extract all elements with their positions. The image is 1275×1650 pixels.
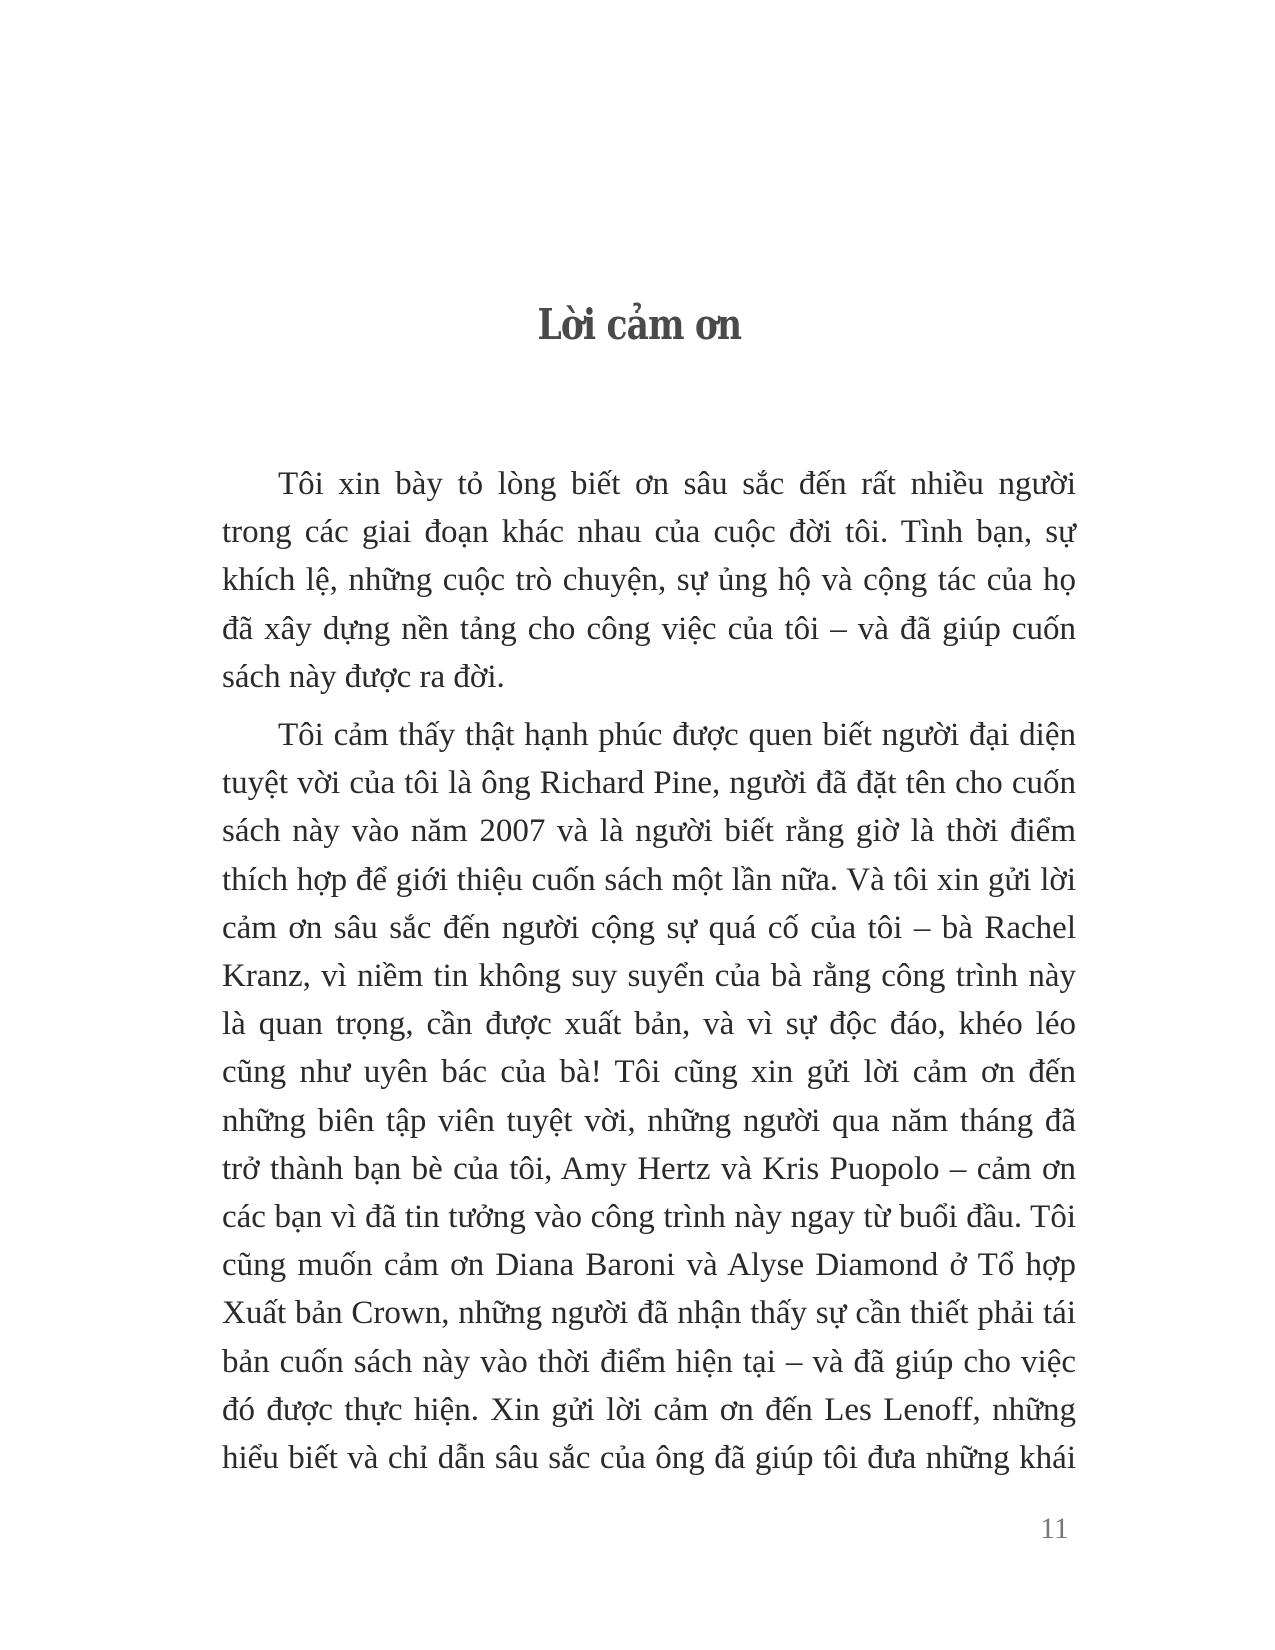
text-line: khích lệ, những cuộc trò chuyện, sự ủng hộ và cộng tác của họ <box>222 562 1076 599</box>
paragraph-1 <box>222 460 1076 701</box>
text-line: thích hợp để giới thiệu cuốn sách một lần nữa. Và tôi xin gửi lời <box>222 861 1076 898</box>
text-line: đó được thực hiện. Xin gửi lời cảm ơn đến Les Lenoff, những <box>222 1391 1076 1428</box>
text-line: các bạn vì đã tin tưởng vào công trình này ngay từ buổi đầu. Tôi <box>222 1199 1076 1236</box>
body-text <box>222 460 1076 1482</box>
text-line: đã xây dựng nền tảng cho công việc của tôi – và đã giúp cuốn <box>222 610 1076 647</box>
text-line: tuyệt vời của tôi là ông Richard Pine, người đã đặt tên cho cuốn <box>222 765 1076 802</box>
text-line: cảm ơn sâu sắc đến người cộng sự quá cố của tôi – bà Rachel <box>222 909 1076 946</box>
text-line: những biên tập viên tuyệt vời, những người qua năm tháng đã <box>222 1102 1076 1139</box>
text-line: hiểu biết và chỉ dẫn sâu sắc của ông đã giúp tôi đưa những khái <box>222 1440 1076 1477</box>
text-line: Kranz, vì niềm tin không suy suyển của bà rằng công trình này <box>222 958 1076 995</box>
paragraph-2 <box>222 711 1076 1482</box>
text-line: trong các giai đoạn khác nhau của cuộc đời tôi. Tình bạn, sự <box>222 514 1076 551</box>
page-number: 11 <box>1040 1512 1069 1545</box>
text-line: Xuất bản Crown, những người đã nhận thấy sự cần thiết phải tái <box>222 1295 1076 1332</box>
chapter-title: Lời cảm ơn <box>537 300 742 349</box>
text-line: là quan trọng, cần được xuất bản, và vì sự độc đáo, khéo léo <box>222 1006 1076 1043</box>
text-line: cũng như uyên bác của bà! Tôi cũng xin gửi lời cảm ơn đến <box>222 1054 1076 1091</box>
text-line: trở thành bạn bè của tôi, Amy Hertz và Kris Puopolo – cảm ơn <box>222 1150 1076 1187</box>
text-line: Tôi xin bày tỏ lòng biết ơn sâu sắc đến rất nhiều người <box>278 466 1076 502</box>
text-line: cũng muốn cảm ơn Diana Baroni và Alyse Diamond ở Tổ hợp <box>222 1247 1076 1284</box>
text-line: sách này vào năm 2007 và là người biết rằng giờ là thời điểm <box>222 813 1076 850</box>
text-line: bản cuốn sách này vào thời điểm hiện tại – và đã giúp cho việc <box>222 1343 1076 1380</box>
text-line: sách này được ra đời. <box>222 658 505 695</box>
text-line: Tôi cảm thấy thật hạnh phúc được quen biết người đại diện <box>278 717 1076 754</box>
